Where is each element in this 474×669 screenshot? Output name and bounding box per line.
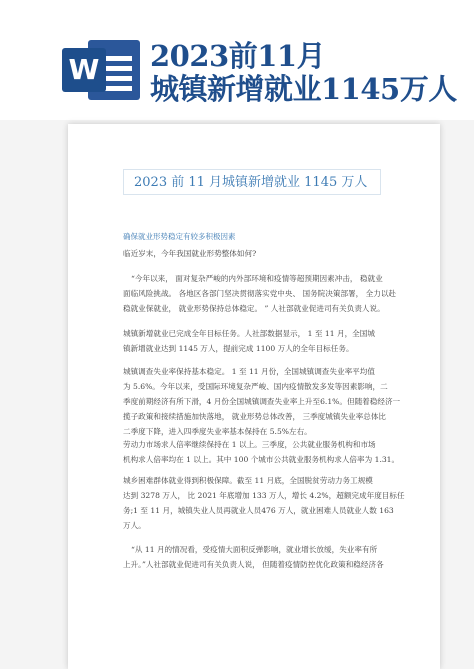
paragraph-line: 二季度下降，进入四季度失业率基本保持在 5.5%左右。 — [123, 427, 312, 436]
paragraph-line: 城镇新增就业已完成全年目标任务。人社部数据显示， 1 至 11 月，全国城 — [123, 329, 375, 338]
paragraph — [123, 437, 400, 467]
banner — [0, 0, 474, 120]
paragraph — [123, 364, 401, 439]
paragraph-line: 劳动力市场求人倍率继续保持在 1 以上。三季度，公共就业服务机构和市场 — [123, 440, 376, 449]
paragraph — [123, 473, 405, 533]
paragraph — [123, 542, 385, 572]
paragraph-line: 城镇调查失业率保持基本稳定。 1 至 11 月份，全国城镇调查失业率平均值 — [123, 367, 375, 376]
paragraph-line: 为 5.6%。今年以来，受国际环境复杂严峻、国内疫情散发多发等因素影响，二 — [123, 382, 388, 391]
paragraph-line: “今年以来， 面对复杂严峻的内外部环境和疫情等超预期因素冲击， 稳就业 — [131, 274, 383, 283]
word-badge: W — [62, 48, 106, 92]
paragraph — [123, 246, 385, 261]
paragraph-line: 万人。 — [123, 521, 146, 530]
document-subheading: 确保就业形势稳定有较多积极因素 — [123, 232, 236, 241]
document-page — [68, 124, 440, 669]
banner-title-line-2: 城镇新增就业1145万人 — [150, 72, 457, 106]
paragraph-line: 揽子政策和接续措施加快落地， 就业形势总体改善， 三季度城镇失业率总体比 — [123, 412, 387, 421]
banner-title-line-1: 2023前11月 — [150, 39, 326, 73]
paragraph-line: 临近岁末，今年我国就业形势整体如何? — [123, 249, 257, 258]
paragraph — [123, 271, 397, 316]
document-heading: 2023 前 11 月城镇新增就业 1145 万人 — [123, 169, 381, 195]
paragraph-line: 城乡困难群体就业得到积极保障。截至 11 月底，全国脱贫劳动力务工规模 — [123, 476, 373, 485]
paragraph-line: 镇新增就业达到 1145 万人，提前完成 1100 万人的全年目标任务。 — [123, 344, 354, 353]
paragraph-line: 面临风险挑战。 各地区各部门坚决贯彻落实党中央、 国务院决策部署， 全力以赴 — [123, 289, 397, 298]
paragraph-line: 稳就业保就业， 就业形势保持总体稳定。 ” 人社部就业促进司有关负责人说。 — [123, 304, 385, 313]
paragraph-line: “从 11 月的情况看，受疫情大面积反弹影响，就业增长放缓，失业率有所 — [131, 545, 378, 554]
paragraph-line: 上升。”人社部就业促进司有关负责人说， 但随着疫情防控优化政策和稳经济各 — [123, 560, 384, 569]
word-document-icon — [62, 34, 142, 104]
paragraph-line: 达到 3278 万人， 比 2021 年底增加 133 万人，增长 4.2%，超额完成年度目标任 — [123, 491, 405, 500]
paragraph-line: 机构求人倍率均在 1 以上。其中 100 个城市公共就业服务机构求人倍率为 1.31。 — [123, 455, 400, 464]
paragraph — [123, 326, 385, 356]
paragraph-line: 务;1 至 11 月，城镇失业人员再就业人员476 万人，就业困难人员就业人数 163 — [123, 506, 394, 515]
paragraph-line: 季度前期经济有所下滑，4 月份全国城镇调查失业率上升至6.1%。但随着稳经济一 — [123, 397, 401, 406]
